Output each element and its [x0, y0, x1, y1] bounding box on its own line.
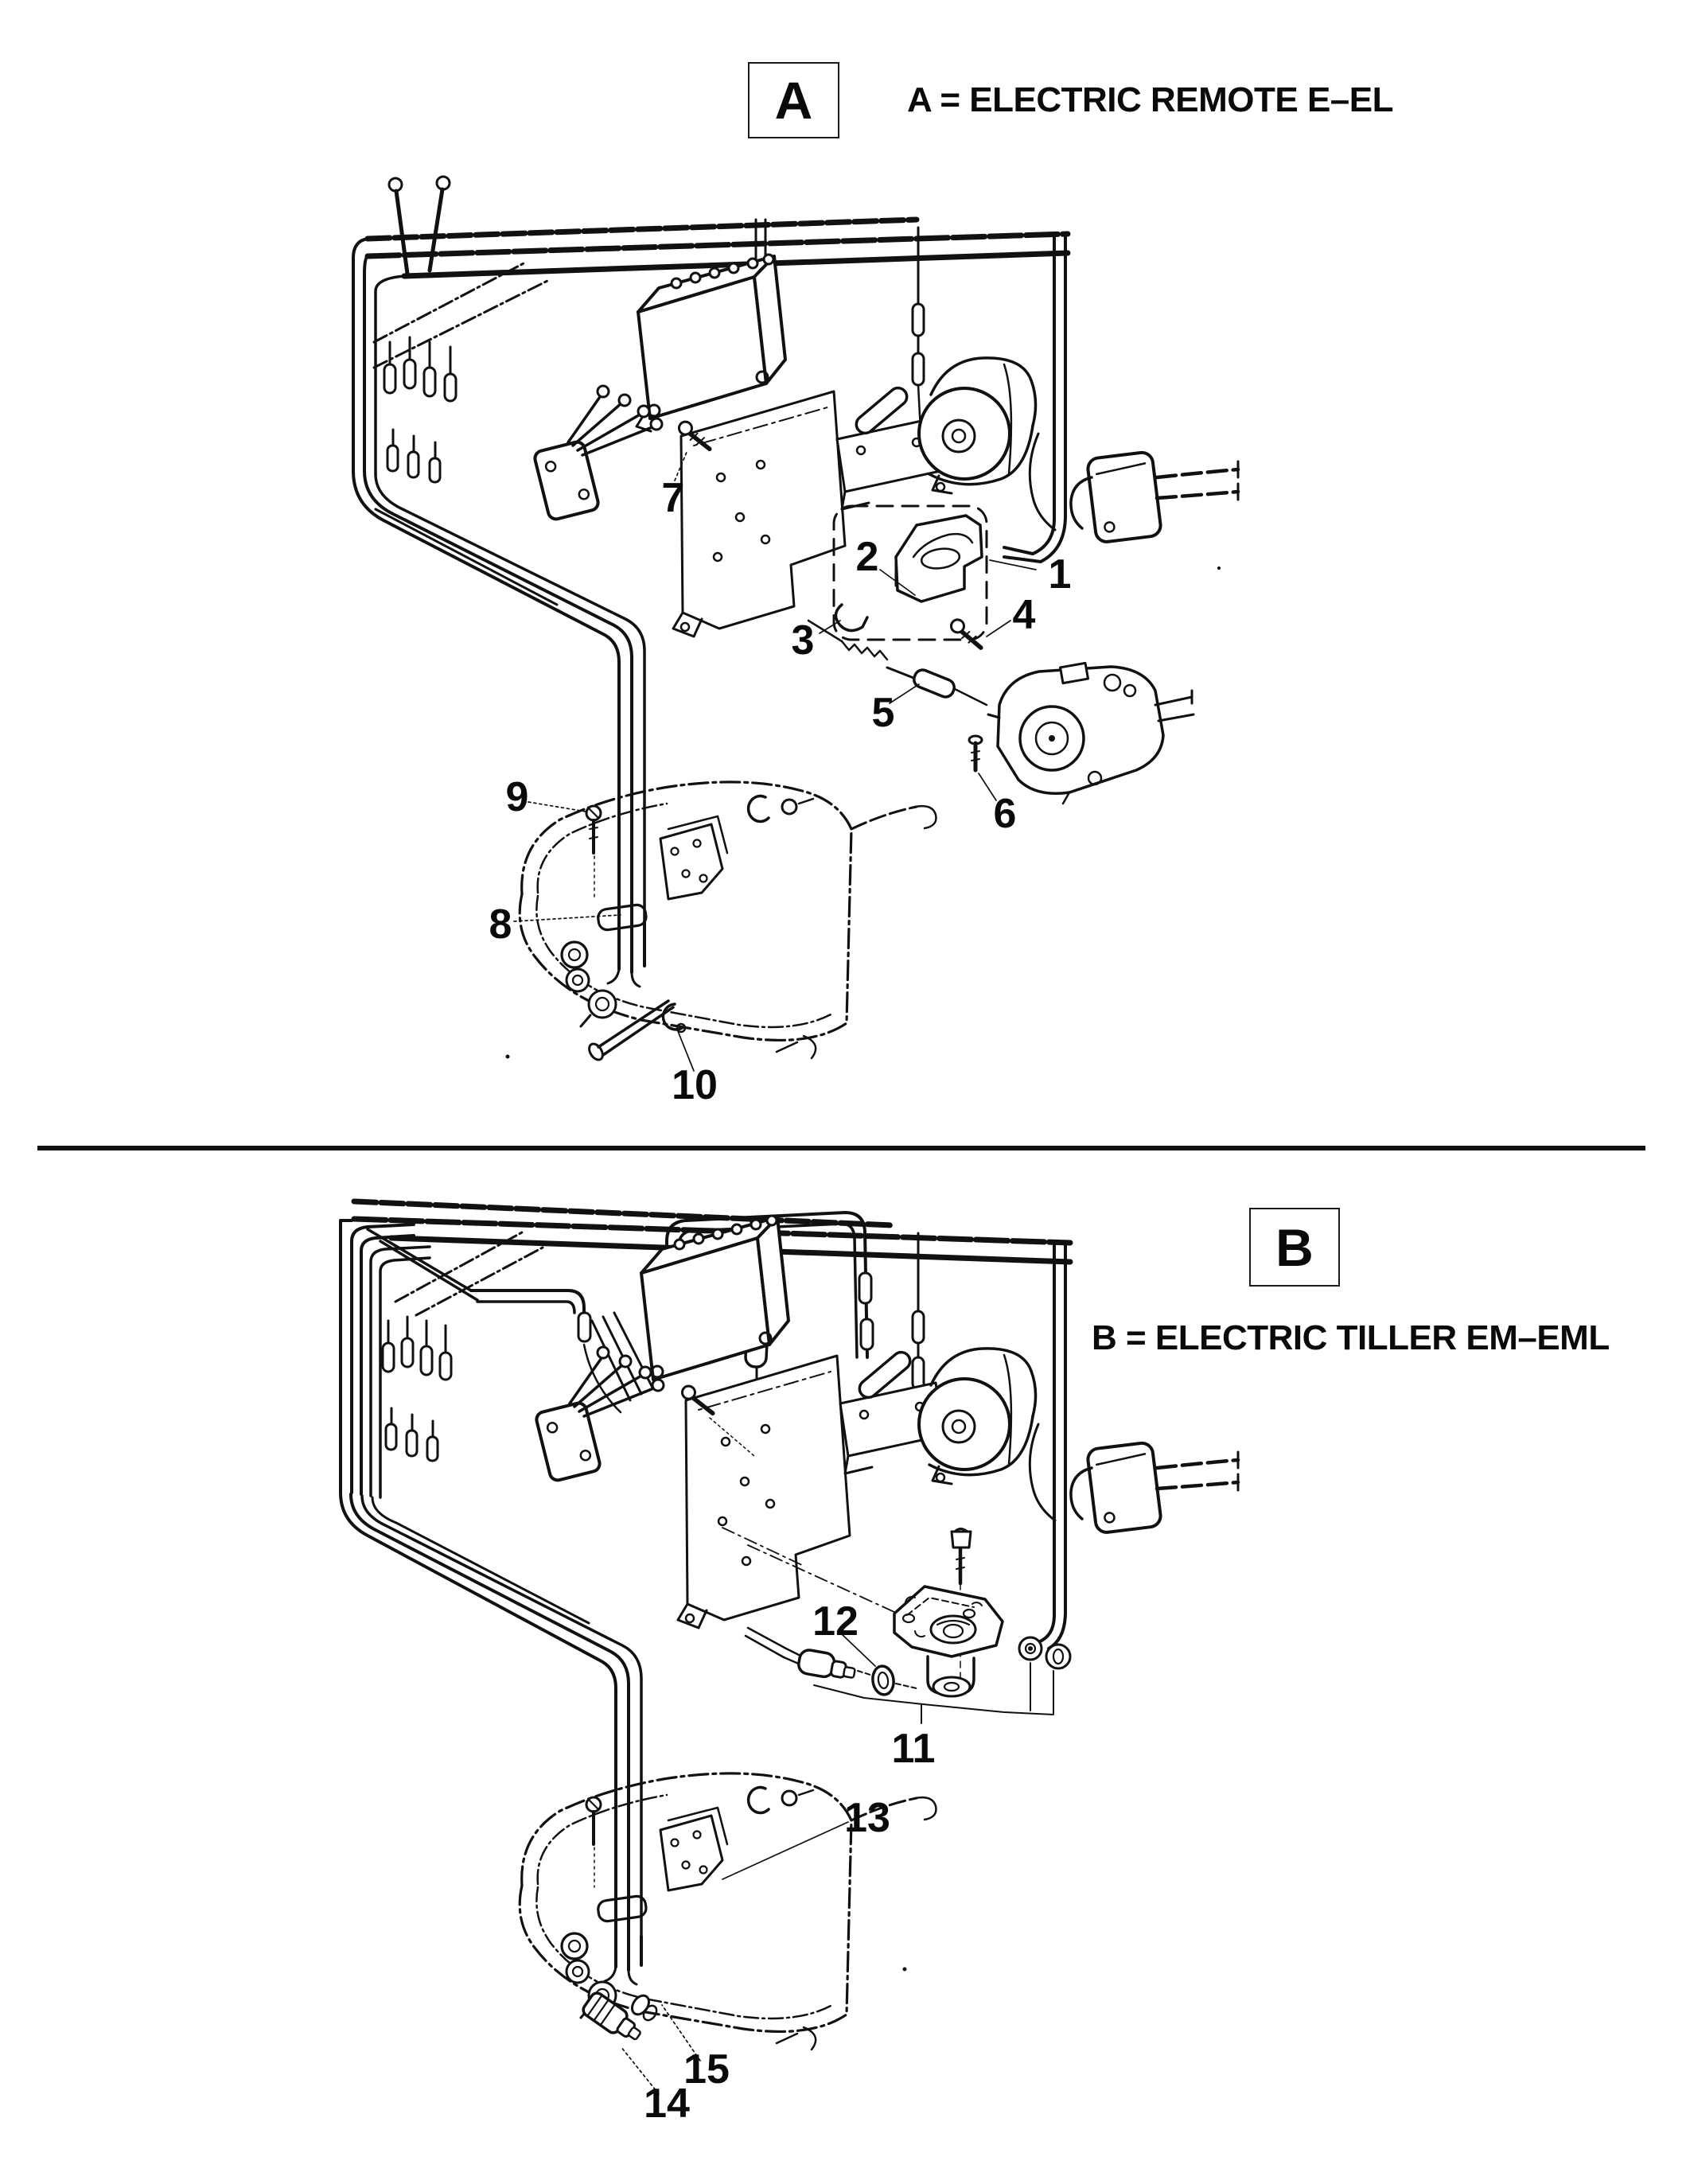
section-divider — [37, 1146, 1645, 1150]
callout-5: 5 — [871, 690, 895, 736]
section-a-title: A = ELECTRIC REMOTE E–EL — [907, 80, 1394, 119]
callout-7: 7 — [661, 475, 685, 521]
section-b-leader-lines — [621, 1634, 875, 2094]
callout-14: 14 — [644, 2081, 690, 2127]
callout-8: 8 — [489, 901, 512, 948]
callout-2: 2 — [855, 534, 879, 580]
callout-10: 10 — [672, 1062, 718, 1108]
callout-3: 3 — [791, 617, 815, 664]
section-b-marker-box — [1249, 1208, 1340, 1287]
callout-12: 12 — [812, 1598, 859, 1645]
section-b-marker-letter: B — [1275, 1217, 1314, 1277]
section-a-marker-letter: A — [774, 71, 813, 130]
callout-1: 1 — [1048, 551, 1072, 598]
callout-9: 9 — [505, 774, 529, 820]
callout-13: 13 — [844, 1795, 890, 1841]
section-b-title: B = ELECTRIC TILLER EM–EML — [1092, 1318, 1610, 1357]
section-a-marker-box — [748, 62, 839, 138]
section-b-components-drawing — [535, 1216, 1238, 1723]
callout-15: 15 — [683, 2046, 730, 2093]
callout-6: 6 — [993, 791, 1017, 837]
callout-11: 11 — [891, 1726, 936, 1772]
callout-4: 4 — [1012, 592, 1036, 638]
